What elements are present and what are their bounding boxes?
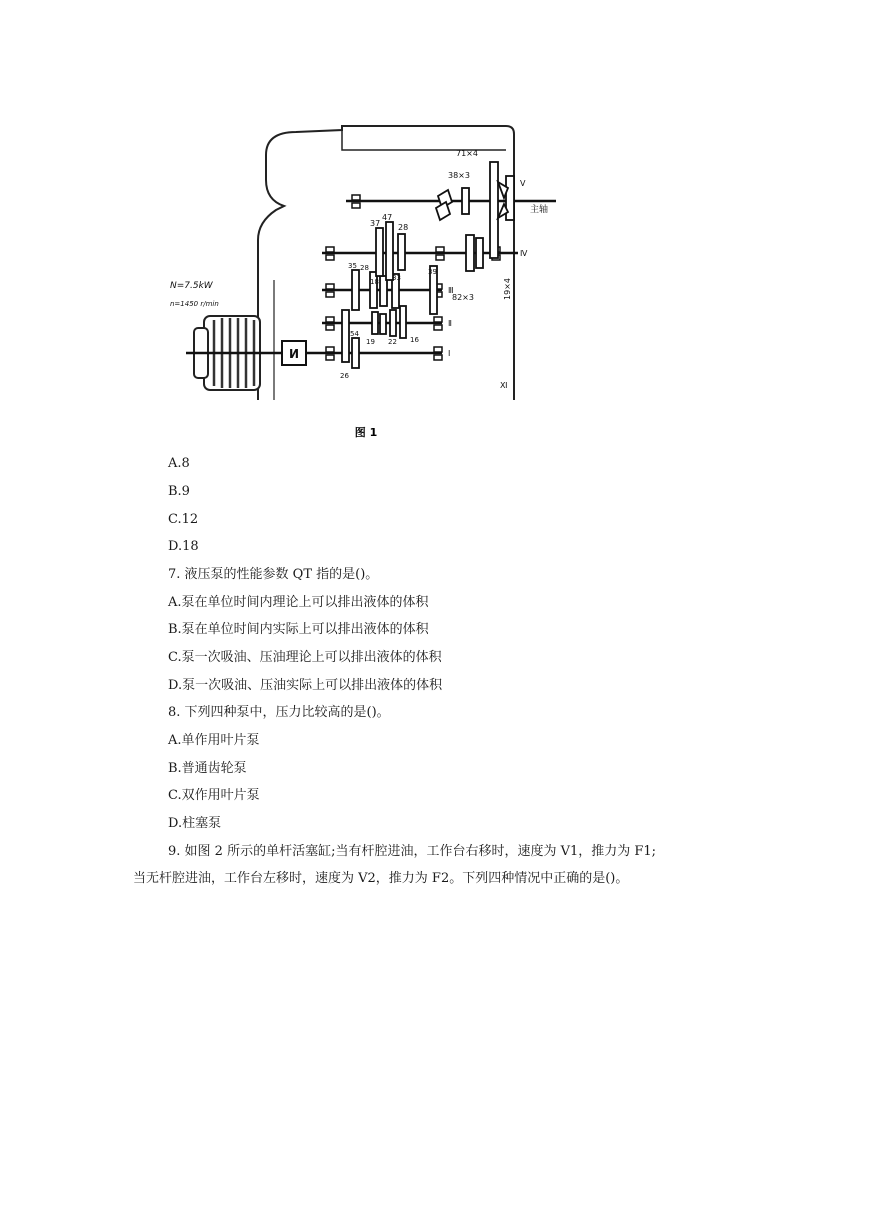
gearbox-diagram-figure — [166, 110, 560, 444]
q8-option-b: B.普通齿轮泵 — [168, 761, 247, 776]
gear-label-22: 22 — [388, 338, 397, 346]
gear-label-39: 39 — [428, 268, 437, 276]
q8-option-a: A.单作用叶片泵 — [168, 733, 260, 748]
gear-label-71x4: 71×4 — [456, 149, 478, 158]
gear-label-26: 26 — [340, 372, 349, 380]
gear-label-28b: 28 — [360, 264, 369, 272]
q8-option-c: C.双作用叶片泵 — [168, 788, 260, 803]
gear-label-16: 16 — [410, 336, 419, 344]
shaft-label-II: Ⅱ — [448, 319, 452, 328]
gear-label-28a: 28 — [398, 223, 409, 232]
gear-label-82x3: 82×3 — [452, 293, 474, 302]
q7-option-c: C.泵一次吸油、压油理论上可以排出液体的体积 — [168, 650, 442, 665]
gear-label-37: 37 — [370, 219, 381, 228]
q6-option-d: D.18 — [168, 539, 199, 554]
gear-label-38x3: 38×3 — [448, 171, 470, 180]
gear-label-35: 35 — [348, 262, 357, 270]
shaft-label-XI: Ⅺ — [500, 381, 508, 390]
spindle-gears — [436, 176, 514, 220]
gearbox-transmission-diagram — [166, 110, 560, 444]
shaft-label-III: Ⅲ — [448, 286, 454, 295]
shaft-label-IV: Ⅳ — [520, 249, 528, 258]
speed-label: n=1450 r/min — [170, 300, 219, 308]
q7-stem: 7. 液压泵的性能参数 QT 指的是()。 — [168, 567, 379, 582]
q8-stem: 8. 下列四种泵中，压力比较高的是()。 — [168, 705, 390, 720]
gear-label-19x4: 19×4 — [503, 278, 512, 300]
q7-option-d: D.泵一次吸油、压油实际上可以排出液体的体积 — [168, 678, 443, 693]
housing-inner-line — [342, 130, 506, 150]
q7-option-b: B.泵在单位时间内实际上可以排出液体的体积 — [168, 622, 429, 637]
shaft-label-V: Ⅴ — [520, 179, 526, 188]
gear-label-18: 18 — [370, 278, 379, 286]
q6-option-a: A.8 — [168, 456, 190, 471]
q6-option-b: B.9 — [168, 484, 190, 499]
motor-box-label: И — [288, 347, 300, 361]
power-label: N=7.5kW — [170, 281, 213, 291]
spindle-label: 主轴 — [530, 205, 549, 215]
shaft-label-I: Ⅰ — [448, 349, 451, 358]
gear-label-33: 33 — [392, 274, 401, 282]
q6-option-c: C.12 — [168, 512, 199, 527]
q9-stem-line2: 当无杆腔进油，工作台左移时，速度为 V2，推力为 F2。下列四种情况中正确的是()。 — [133, 871, 629, 886]
gear-label-19: 19 — [366, 338, 375, 346]
q8-option-d: D.柱塞泵 — [168, 816, 222, 831]
figure-caption: 图 1 — [354, 426, 378, 439]
q7-option-a: A.泵在单位时间内理论上可以排出液体的体积 — [168, 595, 429, 610]
gear-label-47: 47 — [382, 213, 393, 222]
gear-label-54: 54 — [350, 330, 359, 338]
q9-stem-line1: 9. 如图 2 所示的单杆活塞缸;当有杆腔进油，工作台右移时，速度为 V1，推力为 F1; — [168, 844, 657, 859]
